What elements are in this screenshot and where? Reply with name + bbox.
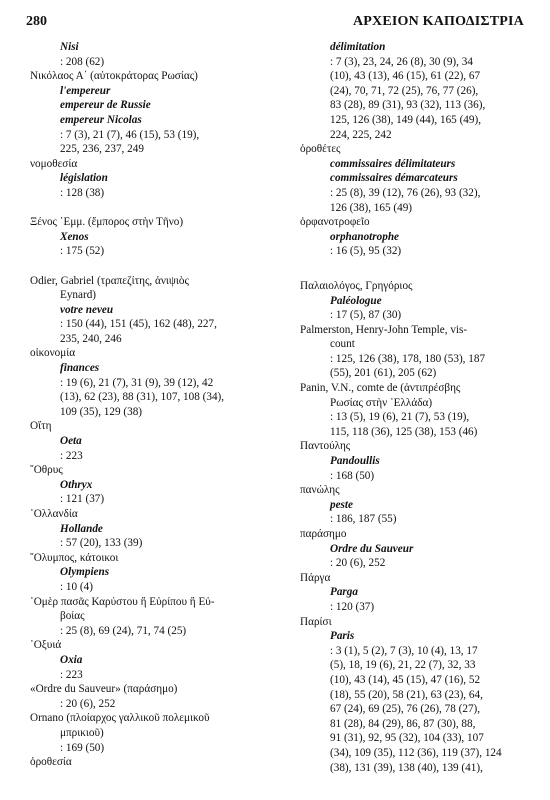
index-line: ὀροθέτες	[300, 143, 341, 156]
index-line: ῎Οθρυς	[30, 464, 63, 477]
index-line: Paris	[330, 630, 355, 643]
index-line: 126 (38), 165 (49)	[330, 201, 413, 214]
index-line: Xenos	[60, 230, 89, 243]
index-line: Πάργα	[300, 571, 331, 584]
index-line: l'empereur	[60, 84, 111, 97]
index-line: peste	[330, 498, 353, 511]
index-line: : 20 (6), 252	[330, 557, 386, 570]
index-line: : 7 (3), 23, 24, 26 (8), 30 (9), 34	[330, 55, 473, 68]
index-line: orphanotrophe	[330, 230, 400, 243]
index-line: 91 (31), 92, 95 (32), 104 (33), 107	[330, 732, 484, 745]
index-line: 81 (28), 84 (29), 86, 87 (30), 88,	[330, 717, 476, 730]
index-line: Odier, Gabriel (τραπεζίτης, ἀνιψιὸς	[30, 274, 189, 287]
index-line: commissaires délimitateurs	[330, 157, 456, 170]
index-line: : 128 (38)	[60, 186, 105, 199]
index-line: 235, 240, 246	[60, 332, 122, 345]
index-line: ὀροθεσία	[30, 756, 72, 769]
index-line: Παντούλης	[300, 440, 351, 453]
index-line: (38), 131 (39), 138 (40), 139 (41),	[330, 761, 483, 774]
index-line: Παλαιολόγος, Γρηγόριος	[300, 279, 413, 292]
index-line: Ξένος ᾽Εμμ. (ἔμπορος στὴν Τῆνο)	[30, 216, 184, 229]
index-line: Pandoullis	[330, 455, 380, 468]
index-line: : 16 (5), 95 (32)	[330, 245, 402, 258]
index-line: ᾽Ομὲρ πασᾶς Καρύστου ἢ Εὐρίπου ἢ Εὐ-	[30, 595, 215, 608]
index-line: (10), 43 (14), 45 (15), 47 (16), 52	[330, 673, 481, 686]
index-line: Oeta	[60, 435, 82, 448]
index-line: : 175 (52)	[60, 245, 105, 258]
index-line: Panin, V.N., comte de (ἀντιπρέσβης	[300, 382, 461, 395]
index-line: παράσημο	[300, 528, 347, 540]
index-line: Ρωσίας στὴν ᾽Ελλάδα)	[330, 396, 433, 409]
index-line: count	[330, 338, 355, 351]
index-line: 67 (24), 69 (25), 76 (26), 78 (27),	[330, 703, 481, 716]
index-line: Olympiens	[60, 566, 110, 579]
running-title: ΑΡΧΕΙΟΝ ΚΑΠΟΔΙΣΤΡΙΑ	[353, 14, 524, 29]
index-line: οἰκονομία	[30, 347, 76, 360]
index-line: Ornano (πλοίαρχος γαλλικοῦ πολεμικοῦ	[30, 712, 210, 725]
index-line: Nisi	[60, 41, 79, 53]
index-line: : 223	[60, 668, 83, 681]
index-line: Othryx	[60, 478, 93, 491]
index-line: (10), 43 (13), 46 (15), 61 (22), 67	[330, 70, 481, 83]
index-line: (18), 55 (20), 58 (21), 63 (23), 64,	[330, 688, 483, 701]
index-line: : 223	[60, 449, 83, 462]
index-line: 115, 118 (36), 125 (38), 153 (46)	[330, 425, 478, 438]
index-line: Ordre du Sauveur	[330, 542, 414, 555]
index-column-left	[30, 40, 270, 770]
index-line: 224, 225, 242	[330, 128, 392, 141]
index-line: (24), 70, 71, 72 (25), 76, 77 (26),	[330, 84, 479, 97]
index-line: législation	[60, 172, 108, 185]
spacer	[300, 259, 528, 279]
index-line: (34), 109 (35), 112 (36), 119 (37), 124	[330, 746, 502, 759]
index-line: 83 (28), 89 (31), 93 (32), 113 (36),	[330, 99, 486, 112]
index-line: Hollande	[60, 522, 103, 535]
index-line: : 25 (8), 39 (12), 76 (26), 93 (32),	[330, 186, 481, 199]
index-line: : 7 (3), 21 (7), 46 (15), 53 (19),	[60, 128, 200, 141]
index-line: : 13 (5), 19 (6), 21 (7), 53 (19),	[330, 411, 470, 424]
index-line: (13), 62 (23), 88 (31), 107, 108 (34),	[60, 391, 225, 404]
index-line: : 150 (44), 151 (45), 162 (48), 227,	[60, 318, 217, 331]
index-line: : 20 (6), 252	[60, 697, 116, 710]
page-header	[26, 14, 524, 34]
index-line: : 121 (37)	[60, 493, 105, 506]
index-line: μπρικιοῦ)	[60, 726, 104, 739]
index-line: ᾽Οξυιά	[30, 639, 62, 652]
index-line: votre neveu	[60, 303, 114, 316]
index-line: ᾽Ολλανδία	[30, 508, 78, 520]
index-line: : 168 (50)	[330, 469, 375, 482]
index-line: : 186, 187 (55)	[330, 513, 397, 526]
index-line: : 120 (37)	[330, 600, 375, 613]
index-line: finances	[60, 362, 100, 375]
page-number: 280	[26, 14, 47, 29]
index-line: (55), 201 (61), 205 (62)	[330, 367, 437, 380]
index-line: νομοθεσία	[30, 157, 78, 170]
index-line: πανώλης	[300, 484, 340, 497]
index-line: Parga	[330, 586, 358, 599]
index-line: Παρίσι	[300, 615, 332, 628]
index-column-right	[300, 40, 528, 775]
index-line: empereur de Russie	[60, 99, 151, 112]
index-line: délimitation	[330, 41, 386, 53]
index-line: : 57 (20), 133 (39)	[60, 537, 143, 550]
index-line: (5), 18, 19 (6), 21, 22 (7), 32, 33	[330, 659, 476, 672]
spacer	[30, 201, 270, 216]
index-line: : 10 (4)	[60, 580, 93, 593]
index-line: : 208 (62)	[60, 55, 105, 68]
index-line: 225, 236, 237, 249	[60, 143, 144, 156]
spacer	[30, 259, 270, 274]
index-line: : 169 (50)	[60, 741, 105, 754]
index-line: «Ordre du Sauveur» (παράσημο)	[30, 683, 178, 696]
index-line: : 125, 126 (38), 178, 180 (53), 187	[330, 352, 486, 365]
index-line: Palmerston, Henry-John Temple, vis-	[300, 323, 468, 336]
index-line: ὀρφανοτροφεῖο	[300, 216, 370, 229]
index-line: empereur Nicolas	[60, 113, 142, 126]
index-line: Eynard)	[60, 289, 97, 302]
index-line: 109 (35), 129 (38)	[60, 405, 143, 418]
index-line: commissaires démarcateurs	[330, 172, 458, 185]
index-line: ῎Ολυμπος, κάτοικοι	[30, 551, 119, 564]
index-line: Νικόλαος Α΄ (αὐτοκράτορας Ρωσίας)	[30, 70, 198, 83]
index-line: Oxia	[60, 653, 83, 666]
index-line: βοίας	[60, 610, 85, 623]
index-line: Paléologue	[330, 294, 382, 307]
index-line: : 19 (6), 21 (7), 31 (9), 39 (12), 42	[60, 376, 214, 389]
index-line: : 3 (1), 5 (2), 7 (3), 10 (4), 13, 17	[330, 644, 478, 657]
index-line: 125, 126 (38), 149 (44), 165 (49),	[330, 113, 482, 126]
index-line: : 17 (5), 87 (30)	[330, 309, 402, 322]
index-line: Οἴτη	[30, 420, 52, 433]
index-line: : 25 (8), 69 (24), 71, 74 (25)	[60, 624, 187, 637]
